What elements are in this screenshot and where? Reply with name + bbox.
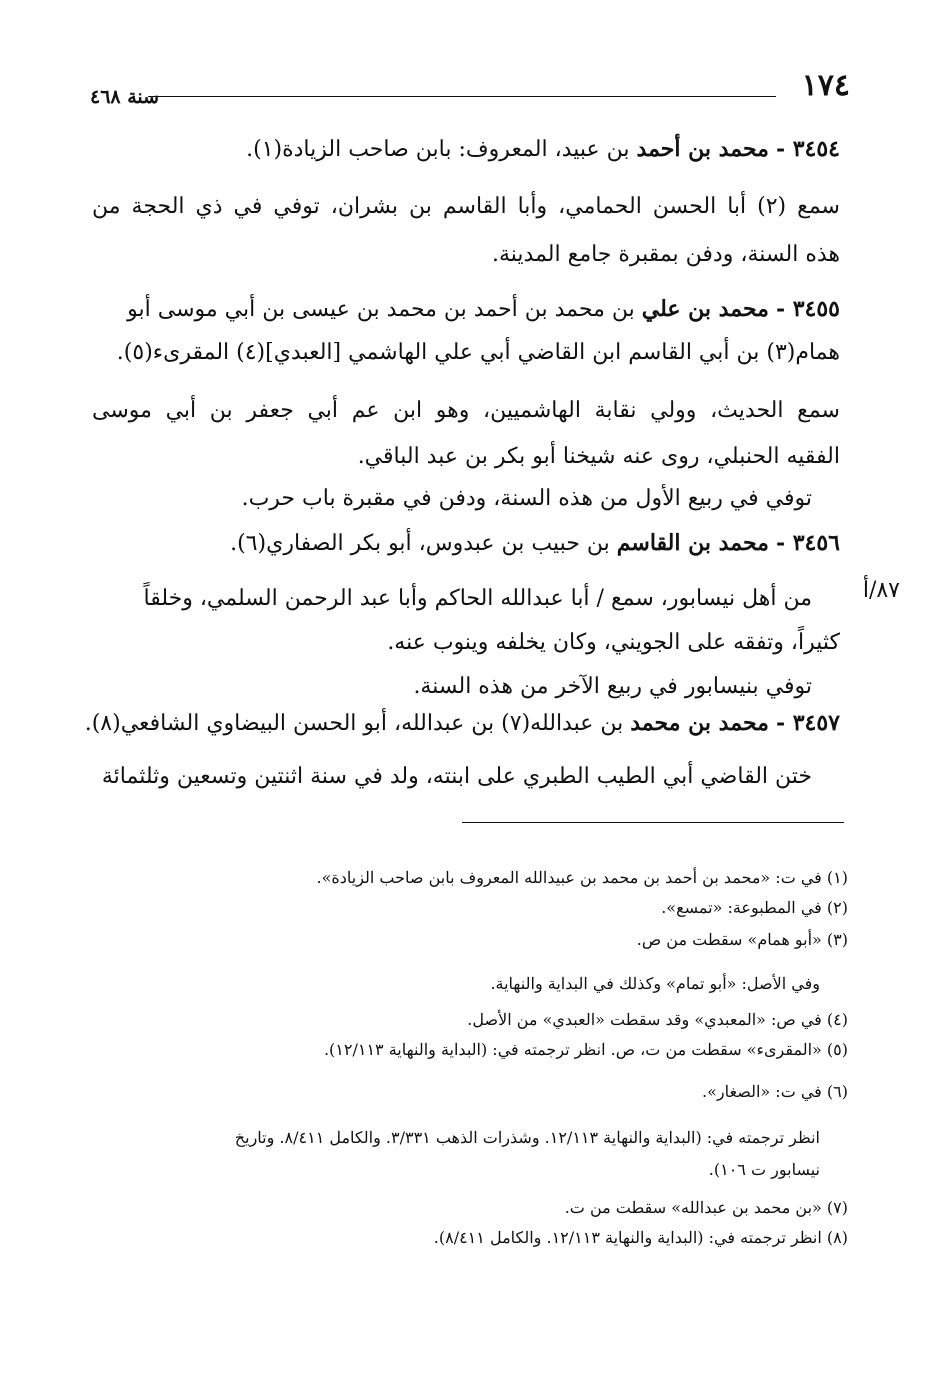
footnote: انظر ترجمته في: (البداية والنهاية ١٢/١١٣. وشذرات الذهب ٣/٣٣١. والكامل ٨/٤١١. وتاريخ bbox=[234, 1128, 820, 1147]
footnote: (٨) انظر ترجمته في: (البداية والنهاية ١٢/١١٣. والكامل ٨/٤١١). bbox=[433, 1228, 848, 1247]
page-number: ١٧٤ bbox=[801, 68, 850, 103]
entry-text: بن عبدالله(٧) بن عبدالله، أبو الحسن البيضاوي الشافعي(٨). bbox=[84, 711, 624, 736]
footnote: نيسابور ت ١٠٦). bbox=[708, 1160, 820, 1179]
footnote: (٢) في المطبوعة: «تمسع». bbox=[661, 898, 848, 917]
running-header-year: سنة ٤٦٨ bbox=[90, 86, 160, 108]
entry-3455-heading bbox=[92, 296, 840, 322]
footnote: (٣) «أبو همام» سقطت من ص. bbox=[636, 930, 848, 949]
entry-name: محمد بن علي bbox=[641, 296, 769, 322]
entry-3457-heading bbox=[84, 710, 840, 736]
footnote: (٧) «بن محمد بن عبدالله» سقطت من ت. bbox=[564, 1198, 848, 1217]
body-line: الفقيه الحنبلي، روى عنه شيخنا أبو بكر بن عبد الباقي. bbox=[357, 444, 840, 469]
manuscript-folio-note: ٨٧/أ bbox=[862, 578, 900, 603]
entry-text: بن حبيب بن عبدوس، أبو بكر الصفاري(٦). bbox=[230, 531, 610, 556]
body-line: سمع (٢) أبا الحسن الحمامي، وأبا القاسم بن بشران، توفي في ذي الحجة من bbox=[92, 194, 840, 219]
body-line: همام(٣) بن أبي القاسم ابن القاضي أبي علي الهاشمي [العبدي](٤) المقرىء(٥). bbox=[116, 340, 840, 365]
entry-number: ٣٤٥٦ - bbox=[775, 530, 840, 556]
body-line: ختن القاضي أبي الطيب الطبري على ابنته، ولد في سنة اثنتين وتسعين وثلثمائة bbox=[101, 764, 812, 789]
body-line: من أهل نيسابور، سمع / أبا عبدالله الحاكم وأبا عبد الرحمن السلمي، وخلقاً bbox=[143, 586, 812, 611]
footnote: (٥) «المقرىء» سقطت من ت، ص. انظر ترجمته في: (البداية والنهاية ١٢/١١٣). bbox=[323, 1040, 848, 1059]
footnote: (٤) في ص: «المعبدي» وقد سقطت «العبدي» من الأصل. bbox=[467, 1010, 848, 1029]
footnote-separator bbox=[462, 822, 844, 823]
footnote: وفي الأصل: «أبو تمام» وكذلك في البداية والنهاية. bbox=[490, 974, 820, 993]
entry-text: بن محمد بن أحمد بن محمد بن عيسى بن أبي موسى أبو bbox=[127, 297, 635, 322]
header-rule bbox=[148, 96, 776, 97]
entry-name: محمد بن أحمد bbox=[636, 136, 769, 162]
body-line: كثيراً، وتفقه على الجويني، وكان يخلفه وينوب عنه. bbox=[387, 630, 840, 655]
entry-number: ٣٤٥٧ - bbox=[775, 710, 840, 736]
entry-number: ٣٤٥٥ - bbox=[775, 296, 840, 322]
entry-name: محمد بن القاسم bbox=[616, 530, 769, 556]
entry-text: بن عبيد، المعروف: بابن صاحب الزيادة(١). bbox=[246, 137, 630, 162]
body-line: هذه السنة، ودفن بمقبرة جامع المدينة. bbox=[491, 242, 840, 267]
footnote: (٦) في ت: «الصغار». bbox=[702, 1082, 848, 1101]
body-line: توفي في ربيع الأول من هذه السنة، ودفن في مقبرة باب حرب. bbox=[241, 486, 812, 511]
entry-number: ٣٤٥٤ - bbox=[775, 136, 840, 162]
entry-3456-heading bbox=[92, 530, 840, 556]
body-line: سمع الحديث، وولي نقابة الهاشميين، وهو ابن عم أبي جعفر بن أبي موسى bbox=[92, 398, 840, 423]
entry-3454-heading bbox=[92, 136, 840, 162]
body-line: توفي بنيسابور في ربيع الآخر من هذه السنة. bbox=[413, 674, 812, 699]
footnote: (١) في ت: «محمد بن أحمد بن محمد بن عبيدالله المعروف بابن صاحب الزيادة». bbox=[316, 868, 848, 887]
entry-name: محمد بن محمد bbox=[630, 710, 769, 736]
